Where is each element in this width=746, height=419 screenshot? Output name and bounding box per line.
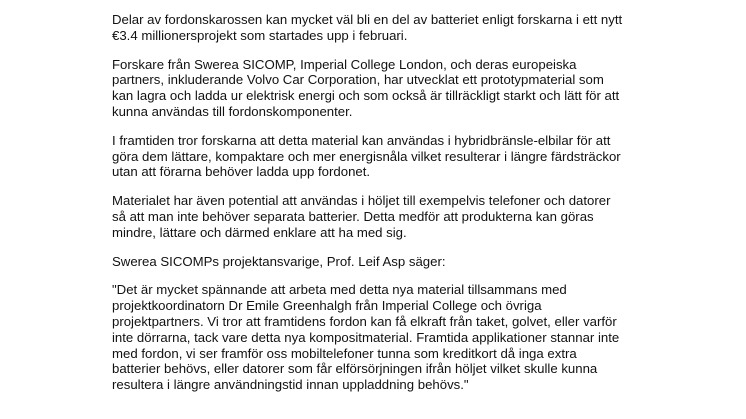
paragraph-quote: "Det är mycket spännande att arbeta med detta nya material tillsammans med projektkoordinatorn Dr Emile Greenhalgh från Imperial College och övriga projektpartners. Vi tror att framtidens fordon kan få elkraft från taket, golvet, eller varför inte dörrarna, tack vare detta nya kompositmaterial. Framtida applikationer stannar inte med fordon, vi ser framför oss mobiltelefoner tunna som kreditkort då inga extra batterier behövs, eller datorer som får elförsörjningen ifrån höljet vilket skulle kunna resultera i längre användningstid innan uppladdning behövs." xyxy=(112,282,620,393)
paragraph-future-vehicles: I framtiden tror forskarna att detta material kan användas i hybridbränsle-elbilar för att göra dem lättare, kompaktare och mer energisnåla vilket resulterar i längre färdsträckor utan att förarna behöver ladda upp fordonet. xyxy=(112,132,621,180)
paragraph-researchers: Forskare från Swerea SICOMP, Imperial College London, och deras europeiska partners, inkluderande Volvo Car Corporation, har utvecklat ett prototypmaterial som kan lagra och ladda ur elektrisk energi och som också är tillräckligt starkt och lätt för att kunna användas till fordonskomponenter. xyxy=(112,56,620,119)
paragraph-device-casings: Materialet har även potential att användas i höljet till exempelvis telefoner och datorer så att man inte behöver separata batterier. Detta medför att produkterna kan göras mindre, lättare och därmed enklare att ha med sig. xyxy=(112,193,611,240)
cropped-heading-fragment xyxy=(112,0,192,4)
paragraph-project-intro: Delar av fordonskarossen kan mycket väl bli en del av batteriet enligt forskarna i ett nytt €3.4 millionersprojekt som startades upp i februari. xyxy=(112,12,623,43)
article-body xyxy=(112,12,712,406)
paragraph-quote-intro: Swerea SICOMPs projektansvarige, Prof. Leif Asp säger: xyxy=(112,253,446,269)
